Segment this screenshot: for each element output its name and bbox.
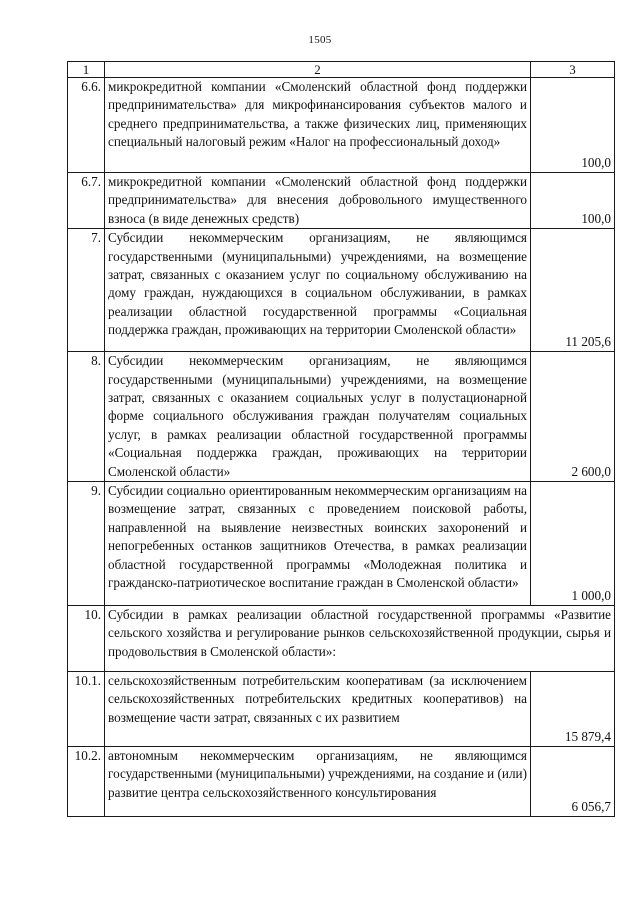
row-number: 7. [68,229,105,352]
row-description: микрокредитной компании «Смоленский областной фонд поддержки предпринимательства» для микрофинансирования субъектов малого и среднего предпринимательства, а также физических лиц, применяющих специальный налоговый режим «Налог на профессиональный доход» [105,78,531,173]
row-number: 10.1. [68,672,105,747]
column-header: 2 [105,62,531,78]
row-description: микрокредитной компании «Смоленский областной фонд поддержки предпринимательства» для внесения добровольного имущественного взноса (в виде денежных средств) [105,173,531,229]
page-number: 1505 [308,34,332,46]
table-header-row [68,62,615,78]
column-header: 3 [531,62,615,78]
budget-table [67,61,615,817]
row-description: Субсидии некоммерческим организациям, не являющимся государственными (муниципальными) учреждениями, на возмещение затрат, связанных с оказанием услуг по социальному обслуживанию на дому граждан, нуждающихся в социальном обслуживании, в рамках реализации областной государственной программы «Социальная поддержка граждан, проживающих на территории Смоленской области» [105,229,531,352]
row-amount: 1 000,0 [531,482,615,606]
row-amount: 11 205,6 [531,229,615,352]
table-row [68,229,615,352]
row-amount: 100,0 [531,173,615,229]
table-row [68,747,615,817]
row-amount: 15 879,4 [531,672,615,747]
row-number: 9. [68,482,105,606]
row-amount: 6 056,7 [531,747,615,817]
row-number: 10. [68,606,105,672]
row-number: 10.2. [68,747,105,817]
row-description: Субсидии некоммерческим организациям, не являющимся государственными (муниципальными) учреждениями, на возмещение затрат, связанных с оказанием социальных услуг в полустационарной форме социального обслуживания граждан получателям социальных услуг, в рамках реализации областной государственной программы «Социальная поддержка граждан, проживающих на территории Смоленской области» [105,352,531,482]
table-row [68,482,615,606]
table-row [68,672,615,747]
table-row [68,78,615,173]
row-amount: 2 600,0 [531,352,615,482]
row-number: 6.7. [68,173,105,229]
row-amount: 100,0 [531,78,615,173]
row-description: Субсидии социально ориентированным некоммерческим организациям на возмещение затрат, связанных с проведением поисковой работы, направленной на выявление неизвестных воинских захоронений и непогребенных останков защитников Отечества, в рамках реализации областной государственной программы «Молодежная политика и гражданско-патриотическое воспитание граждан в Смоленской области» [105,482,531,606]
row-description: сельскохозяйственным потребительским кооперативам (за исключением сельскохозяйственных потребительских кредитных кооперативов) на возмещение части затрат, связанных с их развитием [105,672,531,747]
row-description: Субсидии в рамках реализации областной государственной программы «Развитие сельского хозяйства и регулирование рынков сельскохозяйственной продукции, сырья и продовольствия в Смоленской области»: [105,606,615,672]
row-number: 6.6. [68,78,105,173]
table-row [68,606,615,672]
row-number: 8. [68,352,105,482]
table-row [68,173,615,229]
column-header: 1 [68,62,105,78]
table-row [68,352,615,482]
row-description: автономным некоммерческим организациям, не являющимся государственными (муниципальными) учреждениями, на создание и (или) развитие центра сельскохозяйственного консультирования [105,747,531,817]
